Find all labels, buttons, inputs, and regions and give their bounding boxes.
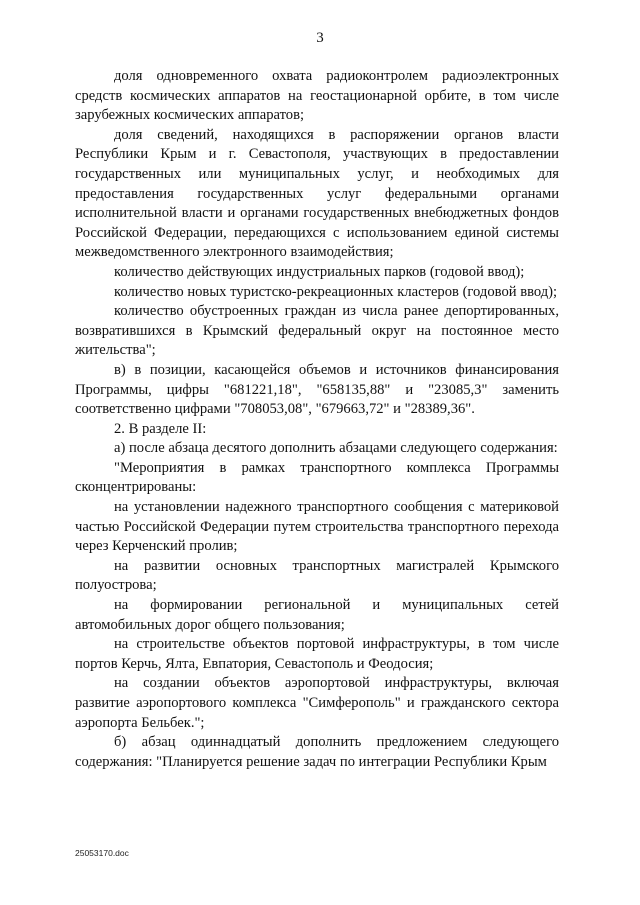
paragraph: в) в позиции, касающейся объемов и источников финансирования Программы, цифры "681221,18", "658135,88" и "23085,3" заменить соответственно цифрами "708053,08", "679663,72" и "28389,36". (75, 361, 559, 418)
section-heading: 2. В разделе II: (114, 420, 207, 437)
file-name-footer: 25053170.doc (75, 848, 129, 858)
paragraph: количество действующих индустриальных парков (годовой ввод); (114, 263, 525, 280)
paragraph: доля одновременного охвата радиоконтролем радиоэлектронных средств космических аппаратов на геостационарной орбите, в том числе зарубежных космических аппаратов; (75, 68, 559, 124)
paragraph: на строительстве объектов портовой инфраструктуры, в том числе портов Керчь, Ялта, Евпатория, Севастополь и Феодосия; (75, 636, 559, 672)
paragraph: доля сведений, находящихся в распоряжении органов власти Республики Крым и г. Севастополя, участвующих в предоставлении государственных или муниципальных услуг, и необходимых для предоставления государственных услуг федеральными органами исполнительной власти и органами государственных внебюджетных фондов Российской Федерации, передающихся с использованием единой системы межведомственного электронного взаимодействия; (75, 126, 559, 261)
paragraph: а) после абзаца десятого дополнить абзацами следующего содержания: (114, 440, 558, 457)
paragraph: на создании объектов аэропортовой инфраструктуры, включая развитие аэропортового комплекса "Симферополь" и гражданского сектора аэропорта Бельбек."; (75, 675, 559, 731)
paragraph: на формировании региональной и муниципальных сетей автомобильных дорог общего пользования; (75, 597, 559, 633)
paragraph: на развитии основных транспортных магистралей Крымского полуострова; (75, 557, 559, 594)
page-number: 3 (316, 30, 324, 46)
document-body (75, 67, 559, 772)
paragraph: "Мероприятия в рамках транспортного комплекса Программы сконцентрированы: (75, 459, 559, 496)
paragraph: б) абзац одиннадцатый дополнить предложением следующего содержания: "Планируется решение задач по интеграции Республики Крым (75, 734, 559, 770)
paragraph: количество новых туристско-рекреационных кластеров (годовой ввод); (114, 283, 558, 300)
paragraph: на установлении надежного транспортного сообщения с материковой частью Российской Федерации путем строительства транспортного перехода через Керченский пролив; (75, 499, 559, 555)
paragraph: количество обустроенных граждан из числа ранее депортированных, возвратившихся в Крымский федеральный округ на постоянное место жительства"; (75, 303, 559, 359)
